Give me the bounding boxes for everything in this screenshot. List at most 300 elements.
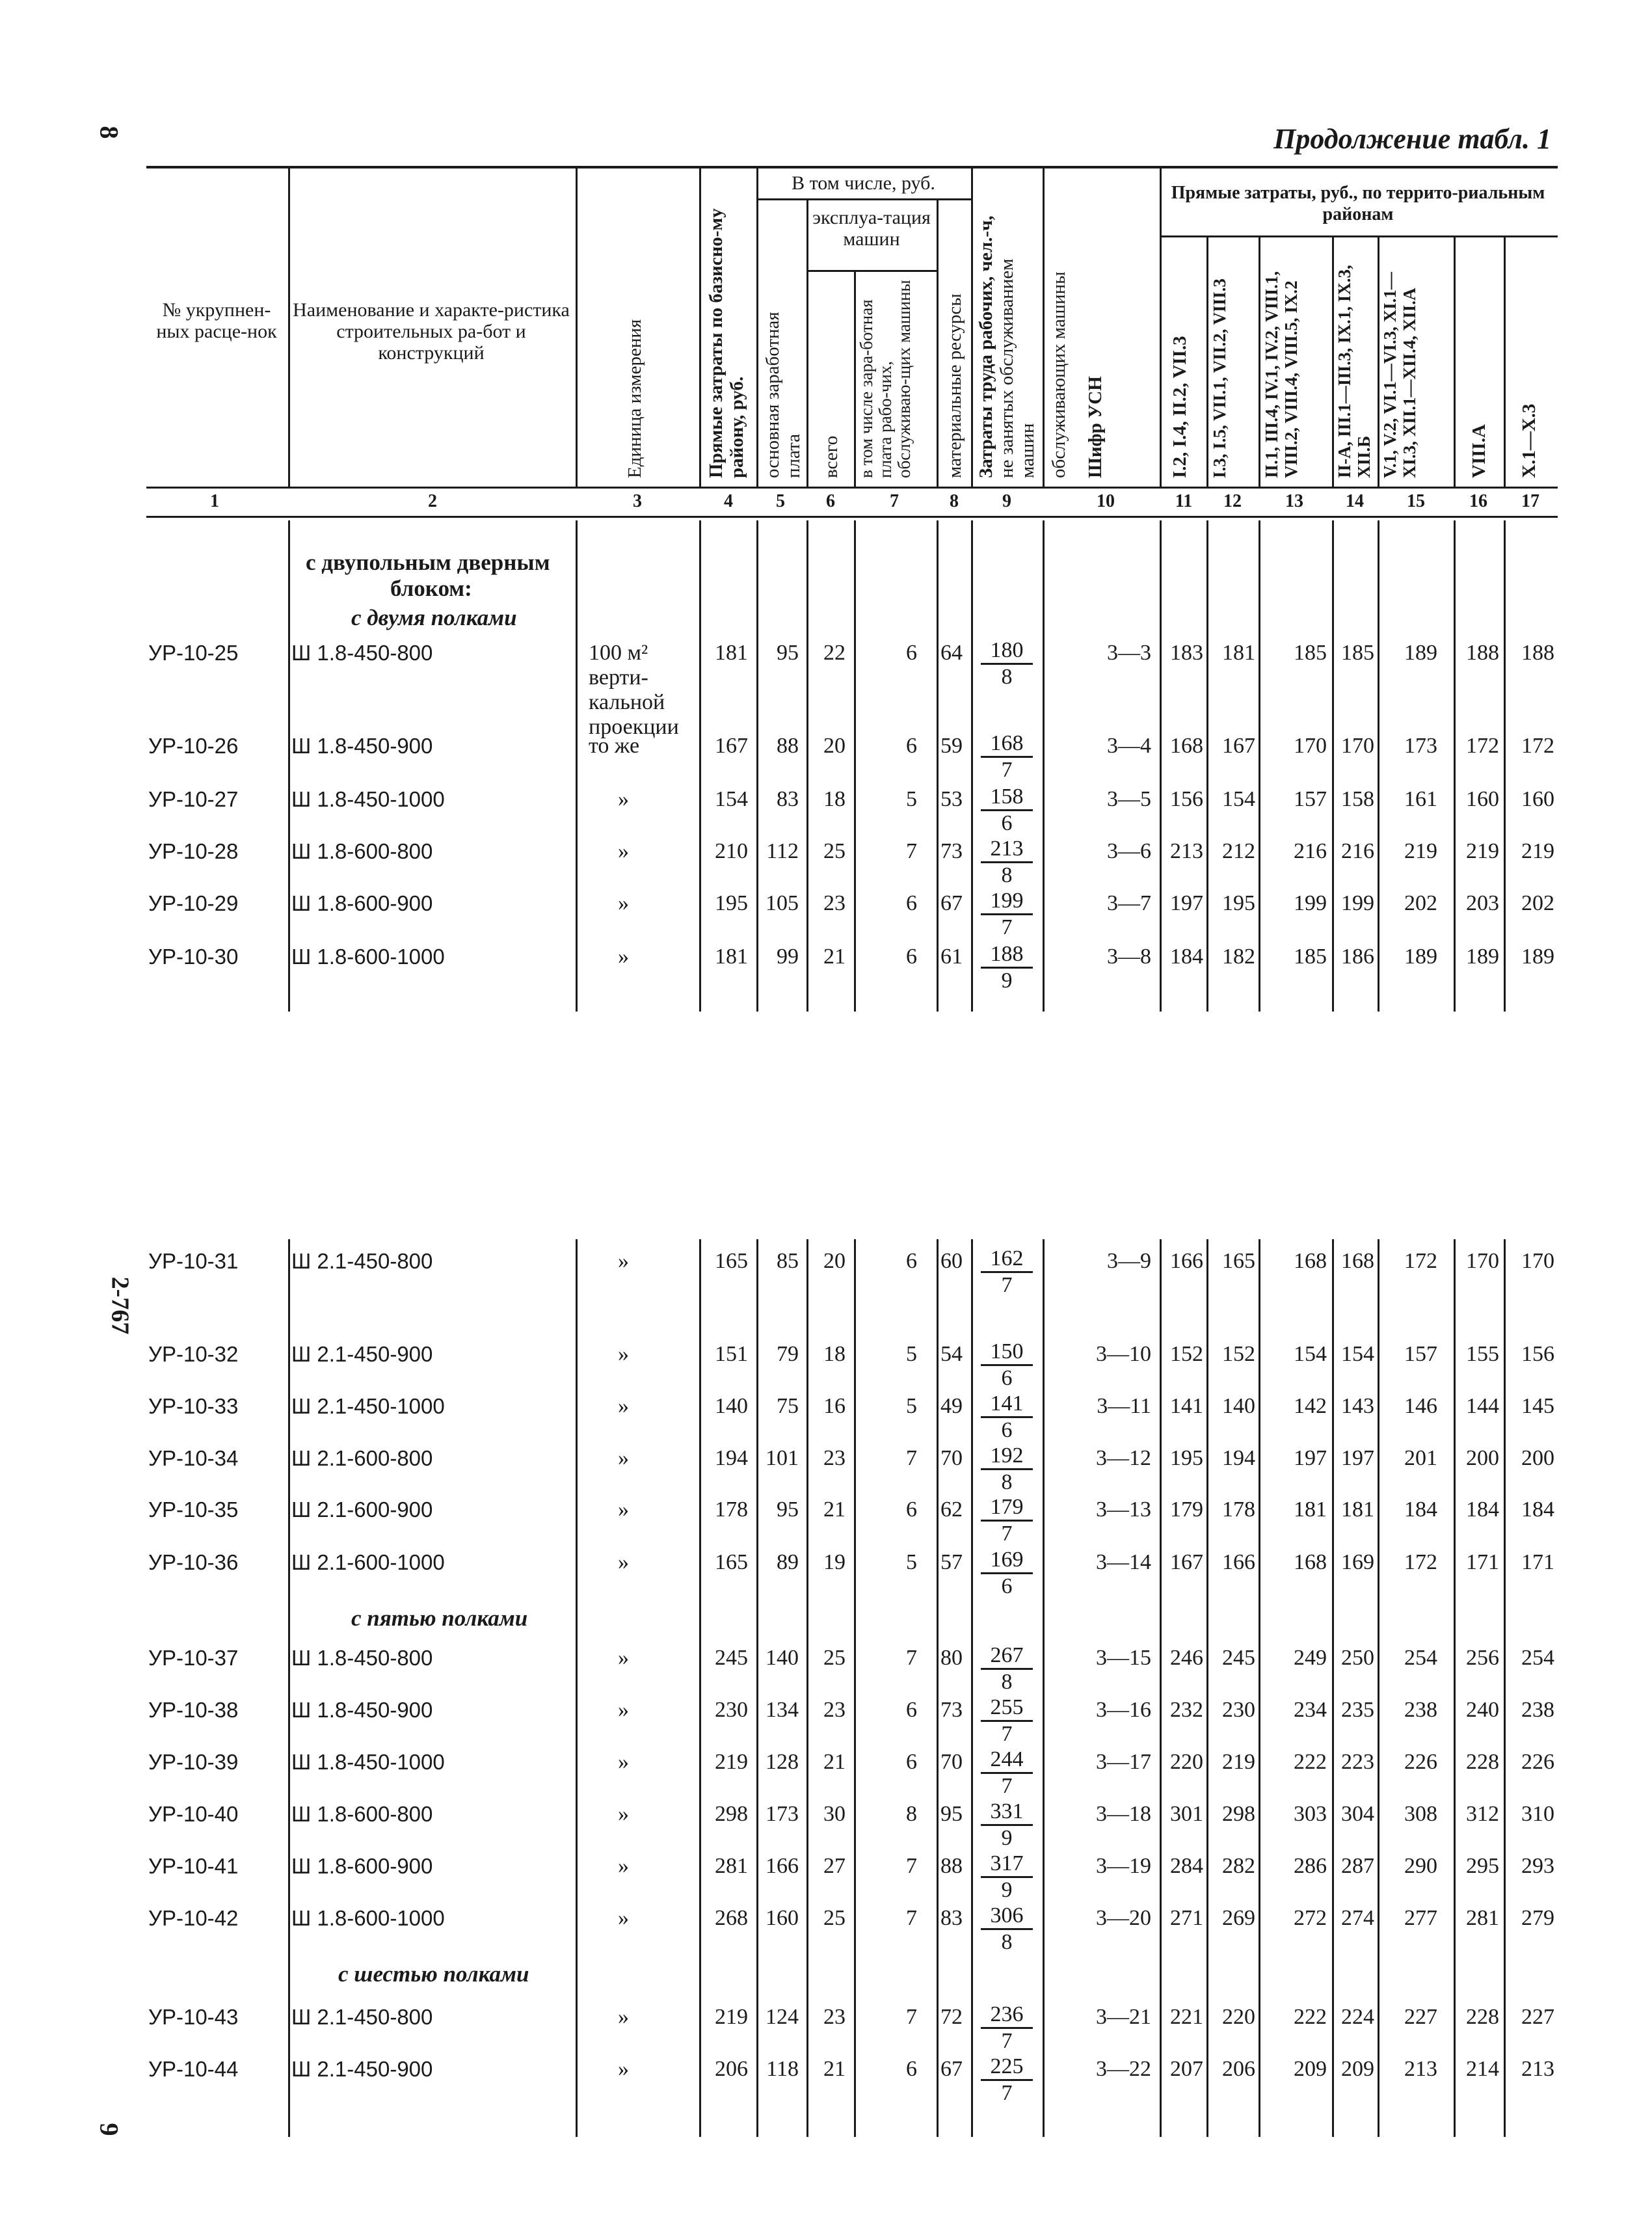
row-c6: 25 [823,1906,846,1930]
row-c4: 165 [715,1550,748,1574]
row-labor-fraction [981,1799,1033,1851]
row-labor-not-machine: 141 [981,1391,1033,1418]
row-region-11: 220 [1170,1750,1203,1774]
row-region-16: 172 [1466,734,1499,758]
row-c8: 95 [940,1802,963,1826]
row-usn: 3—9 [1107,1249,1151,1273]
row-region-16: 171 [1466,1550,1499,1574]
row-c8: 49 [940,1394,963,1418]
row-region-14: 186 [1341,945,1374,969]
row-region-14: 216 [1341,839,1374,863]
row-labor-not-machine: 179 [981,1495,1033,1522]
row-region-13: 154 [1294,1342,1327,1366]
row-region-17: 279 [1521,1906,1554,1930]
hdr-div [288,168,290,487]
row-region-15: 184 [1404,1497,1437,1522]
row-region-11: 284 [1170,1854,1203,1878]
header-labor-c: машин [1017,423,1038,478]
header-region-13: II.1, III.4, IV.1, IV.2, VIII.1, VIII.2, VIII.4, VIII.5, IX.2 [1262,271,1301,478]
row-region-12: 298 [1222,1802,1255,1826]
row-usn: 3—18 [1096,1802,1151,1826]
row-labor-machine: 7 [1001,1522,1013,1546]
row-usn: 3—8 [1107,945,1151,969]
row-c4: 210 [715,839,748,863]
row-c5: 79 [777,1342,799,1366]
header-region-11: I.2, I.4, II.2, VII.3 [1169,336,1190,478]
row-name: Ш 1.8-450-800 [291,641,433,665]
row-labor-machine: 8 [1001,863,1013,887]
row-unit-ditto: » [618,1249,629,1273]
row-region-12: 152 [1222,1342,1255,1366]
row-c5: 83 [777,787,799,811]
row-region-13: 197 [1294,1446,1327,1470]
row-c7: 7 [906,1854,917,1878]
row-c4: 181 [715,641,748,665]
row-region-14: 169 [1341,1550,1374,1574]
side-code: 2-767 [106,1276,134,1335]
row-c7: 7 [906,839,917,863]
row-region-11: 168 [1170,734,1203,758]
row-labor-fraction [981,731,1033,783]
row-region-12: 269 [1222,1906,1255,1930]
row-region-14: 197 [1341,1446,1374,1470]
table-top-rule [146,166,1558,168]
row-c6: 27 [823,1854,846,1878]
row-code: УР-10-40 [148,1802,239,1826]
row-name: Ш 1.8-600-800 [291,1802,433,1826]
row-region-11: 166 [1170,1249,1203,1273]
hdr-div [1454,237,1456,487]
row-region-16: 219 [1466,839,1499,863]
column-number: 6 [826,491,835,511]
row-name: Ш 1.8-600-900 [291,891,433,915]
column-number: 15 [1407,491,1425,511]
row-region-16: 160 [1466,787,1499,811]
body-column-rule [1332,520,1334,1012]
row-code: УР-10-29 [148,891,239,915]
row-region-12: 220 [1222,2005,1255,2029]
row-unit-ditto: » [618,1446,629,1470]
row-region-15: 161 [1404,787,1437,811]
row-region-11: 221 [1170,2005,1203,2029]
row-labor-machine: 6 [1001,1574,1013,1598]
header-incl-group: В том числе, руб. [792,172,935,194]
row-labor-not-machine: 306 [981,1903,1033,1930]
column-number: 4 [724,491,733,511]
row-c6: 16 [823,1394,846,1418]
row-region-11: 156 [1170,787,1203,811]
row-c5: 89 [777,1550,799,1574]
row-region-16: 203 [1466,891,1499,915]
body-column-rule [288,520,290,1012]
row-c7: 5 [906,1394,917,1418]
hdr-div [699,168,701,487]
row-region-16: 228 [1466,2005,1499,2029]
row-c5: 140 [766,1646,799,1670]
hdr-div [1504,237,1506,487]
row-usn: 3—4 [1107,734,1151,758]
row-region-11: 179 [1170,1497,1203,1522]
column-number: 1 [210,491,219,511]
row-region-11: 152 [1170,1342,1203,1366]
row-labor-machine: 9 [1001,1878,1013,1902]
row-labor-fraction [981,1851,1033,1903]
row-name: Ш 2.1-600-1000 [291,1550,445,1574]
row-name: Ш 1.8-450-1000 [291,787,445,811]
row-usn: 3—20 [1096,1906,1151,1930]
row-region-12: 167 [1222,734,1255,758]
row-labor-not-machine: 331 [981,1799,1033,1826]
header-name: Наименование и характе-ристика строительных ра-бот и конструкций [293,299,570,364]
row-region-14: 154 [1341,1342,1374,1366]
row-usn: 3—13 [1096,1497,1151,1522]
row-c7: 6 [906,2057,917,2081]
row-region-14: 168 [1341,1249,1374,1273]
row-usn: 3—17 [1096,1750,1151,1774]
row-labor-not-machine: 158 [981,785,1033,811]
row-c7: 6 [906,1698,917,1722]
row-labor-fraction [981,785,1033,836]
row-c8: 67 [940,2057,963,2081]
row-region-12: 181 [1222,641,1255,665]
row-unit-ditto: » [618,1497,629,1522]
row-c6: 20 [823,1249,846,1273]
section-six-shelves: с шестью полками [338,1961,529,1987]
row-c7: 5 [906,787,917,811]
row-c5: 128 [766,1750,799,1774]
row-c4: 268 [715,1906,748,1930]
row-name: Ш 1.8-600-1000 [291,945,445,969]
body-column-rule [1378,1239,1379,2137]
row-unit-ditto: » [618,1342,629,1366]
row-c8: 80 [940,1646,963,1670]
column-number: 12 [1223,491,1242,511]
row-region-15: 227 [1404,2005,1437,2029]
body-column-rule [756,520,758,1012]
row-c7: 6 [906,1249,917,1273]
row-code: УР-10-44 [148,2057,239,2081]
row-region-12: 206 [1222,2057,1255,2081]
row-c8: 61 [940,945,963,969]
row-region-11: 195 [1170,1446,1203,1470]
row-code: УР-10-36 [148,1550,239,1574]
row-region-13: 185 [1294,945,1327,969]
row-name: Ш 1.8-450-800 [291,1646,433,1670]
row-region-13: 272 [1294,1906,1327,1930]
row-usn: 3—19 [1096,1854,1151,1878]
row-region-17: 160 [1521,787,1554,811]
row-c7: 5 [906,1342,917,1366]
row-labor-fraction [981,1548,1033,1599]
row-labor-machine: 6 [1001,1418,1013,1442]
row-c8: 88 [940,1854,963,1878]
row-region-13: 216 [1294,839,1327,863]
column-number: 2 [428,491,437,511]
row-region-16: 200 [1466,1446,1499,1470]
header-region-15: V.1, V.2, VI.1—VI.3, XI.1—XI.3, XII.1—XII.4, XII.A [1380,272,1419,478]
row-region-11: 213 [1170,839,1203,863]
row-c5: 124 [766,2005,799,2029]
row-region-16: 228 [1466,1750,1499,1774]
row-c7: 6 [906,945,917,969]
row-region-11: 197 [1170,891,1203,915]
row-usn: 3—14 [1096,1550,1151,1574]
row-c6: 20 [823,734,846,758]
row-region-16: 295 [1466,1854,1499,1878]
hdr-div [971,168,973,487]
row-region-16: 240 [1466,1698,1499,1722]
row-code: УР-10-26 [148,734,239,758]
row-region-16: 214 [1466,2057,1499,2081]
header-region-14: II-A, III.1—III.3, IX.1, IX.3, XII.Б [1335,265,1374,478]
row-c6: 23 [823,1698,846,1722]
row-usn: 3—6 [1107,839,1151,863]
row-labor-fraction [981,837,1033,888]
body-column-rule [576,1239,578,2137]
row-c5: 118 [766,2057,799,2081]
body-column-rule [937,1239,939,2137]
row-name: Ш 1.8-450-1000 [291,1750,445,1774]
row-unit-ditto: » [618,1698,629,1722]
body-column-rule [1454,1239,1456,2137]
row-unit-ditto: » [618,787,629,811]
row-region-14: 250 [1341,1646,1374,1670]
row-c6: 21 [823,1497,846,1522]
row-code: УР-10-32 [148,1342,239,1366]
row-name: Ш 2.1-450-900 [291,1342,433,1366]
row-c5: 105 [766,891,799,915]
row-labor-fraction [981,1246,1033,1298]
row-region-13: 181 [1294,1497,1327,1522]
row-code: УР-10-35 [148,1497,239,1522]
row-c8: 53 [940,787,963,811]
row-labor-fraction [981,942,1033,993]
header-unit: Единица измерения [624,319,645,478]
body-column-rule [699,1239,701,2137]
row-labor-machine: 7 [1001,1774,1013,1798]
column-number: 10 [1097,491,1115,511]
row-labor-not-machine: 267 [981,1643,1033,1670]
row-labor-fraction [981,1443,1033,1495]
row-c4: 195 [715,891,748,915]
row-c4: 245 [715,1646,748,1670]
row-region-15: 173 [1404,734,1437,758]
row-region-13: 157 [1294,787,1327,811]
column-number: 3 [633,491,642,511]
row-region-14: 223 [1341,1750,1374,1774]
row-region-16: 170 [1466,1249,1499,1273]
row-c8: 72 [940,2005,963,2029]
row-region-16: 144 [1466,1394,1499,1418]
row-region-17: 226 [1521,1750,1554,1774]
row-labor-not-machine: 150 [981,1339,1033,1366]
row-region-12: 282 [1222,1854,1255,1878]
row-c4: 281 [715,1854,748,1878]
body-column-rule [1043,1239,1045,2137]
continuation-title: Продолжение табл. 1 [1273,123,1551,155]
row-region-15: 201 [1404,1446,1437,1470]
row-code: УР-10-28 [148,839,239,863]
row-code: УР-10-38 [148,1698,239,1722]
row-labor-fraction [981,1903,1033,1955]
row-unit-ditto: » [618,1550,629,1574]
row-region-15: 202 [1404,891,1437,915]
row-labor-not-machine: 180 [981,638,1033,665]
row-labor-not-machine: 199 [981,889,1033,915]
row-c7: 6 [906,1497,917,1522]
row-c6: 21 [823,1750,846,1774]
row-region-12: 245 [1222,1646,1255,1670]
body-column-rule [1043,520,1045,1012]
column-number: 9 [1002,491,1011,511]
header-labor-d: обслуживающих машины [1048,271,1069,478]
body-column-rule [1454,520,1456,1012]
row-c6: 18 [823,1342,846,1366]
column-number: 11 [1175,491,1193,511]
row-region-16: 281 [1466,1906,1499,1930]
row-region-14: 181 [1341,1497,1374,1522]
row-region-17: 170 [1521,1249,1554,1273]
row-c8: 73 [940,839,963,863]
row-labor-machine: 6 [1001,811,1013,835]
row-name: Ш 1.8-450-900 [291,1698,433,1722]
row-usn: 3—11 [1097,1394,1151,1418]
row-unit-ditto: » [618,1750,629,1774]
row-region-12: 230 [1222,1698,1255,1722]
row-labor-not-machine: 188 [981,942,1033,969]
header-region-12: I.3, I.5, VII.1, VII.2, VIII.3 [1210,278,1229,478]
column-number: 8 [950,491,959,511]
section-two-shelves: с двумя полками [351,605,517,630]
row-region-12: 165 [1222,1249,1255,1273]
row-region-13: 234 [1294,1698,1327,1722]
row-c8: 67 [940,891,963,915]
row-region-14: 185 [1341,641,1374,665]
column-number: 7 [890,491,899,511]
row-region-15: 226 [1404,1750,1437,1774]
row-code: УР-10-33 [148,1394,239,1418]
row-c4: 181 [715,945,748,969]
header-salary: основная заработная плата [762,312,804,478]
row-code: УР-10-31 [148,1249,239,1273]
header-mach-wages: в том числе зара-ботная плата рабо-чих, обслуживаю-щих машины [857,280,914,478]
row-labor-not-machine: 317 [981,1851,1033,1878]
row-labor-machine: 7 [1001,1722,1013,1746]
row-c5: 95 [777,641,799,665]
row-c8: 83 [940,1906,963,1930]
row-usn: 3—16 [1096,1698,1151,1722]
row-usn: 3—3 [1107,641,1151,665]
row-c8: 70 [940,1446,963,1470]
row-c4: 298 [715,1802,748,1826]
body-column-rule [806,1239,808,2137]
header-region-17: X.1—X.3 [1519,403,1539,478]
row-c4: 194 [715,1446,748,1470]
row-c6: 21 [823,2057,846,2081]
row-c7: 7 [906,2005,917,2029]
row-labor-fraction [981,889,1033,940]
row-region-17: 156 [1521,1342,1554,1366]
row-usn: 3—7 [1107,891,1151,915]
hdr-div [1160,168,1162,487]
row-name: Ш 1.8-600-900 [291,1854,433,1878]
row-c8: 62 [940,1497,963,1522]
row-labor-machine: 8 [1001,1930,1013,1954]
row-c6: 23 [823,2005,846,2029]
row-usn: 3—12 [1096,1446,1151,1470]
row-c5: 134 [766,1698,799,1722]
row-labor-not-machine: 255 [981,1695,1033,1722]
row-region-11: 184 [1170,945,1203,969]
row-region-15: 172 [1404,1249,1437,1273]
header-mach-group: эксплуа-тация машин [812,207,931,250]
row-code: УР-10-39 [148,1750,239,1774]
row-region-17: 145 [1521,1394,1554,1418]
body-column-rule [854,1239,856,2137]
row-c7: 6 [906,1750,917,1774]
row-labor-fraction [981,1643,1033,1695]
row-region-15: 238 [1404,1698,1437,1722]
row-c4: 219 [715,2005,748,2029]
row-region-15: 172 [1404,1550,1437,1574]
row-region-14: 235 [1341,1698,1374,1722]
row-c5: 101 [766,1446,799,1470]
row-region-17: 254 [1521,1646,1554,1670]
row-region-15: 157 [1404,1342,1437,1366]
row-region-13: 209 [1294,2057,1327,2081]
row-c4: 140 [715,1394,748,1418]
row-labor-machine: 6 [1001,1366,1013,1390]
column-number: 17 [1521,491,1539,511]
column-number: 14 [1346,491,1364,511]
row-region-11: 232 [1170,1698,1203,1722]
row-c4: 206 [715,2057,748,2081]
row-unit: то же [589,734,640,758]
row-region-17: 172 [1521,734,1554,758]
row-c8: 59 [940,734,963,758]
row-region-17: 238 [1521,1698,1554,1722]
row-labor-not-machine: 213 [981,837,1033,863]
body-column-rule [699,520,701,1012]
row-unit-ditto: » [618,2005,629,2029]
row-region-14: 170 [1341,734,1374,758]
row-name: Ш 2.1-450-800 [291,2005,433,2029]
row-region-15: 290 [1404,1854,1437,1878]
row-region-17: 189 [1521,945,1554,969]
row-region-11: 271 [1170,1906,1203,1930]
row-region-13: 222 [1294,2005,1327,2029]
row-region-13: 185 [1294,641,1327,665]
row-region-11: 167 [1170,1550,1203,1574]
row-region-14: 143 [1341,1394,1374,1418]
row-region-14: 199 [1341,891,1374,915]
row-usn: 3—15 [1096,1646,1151,1670]
row-region-15: 213 [1404,2057,1437,2081]
hdr-div [576,168,578,487]
body-column-rule [806,520,808,1012]
row-region-13: 249 [1294,1646,1327,1670]
hdr-div [854,272,856,487]
row-region-13: 303 [1294,1802,1327,1826]
row-labor-fraction [981,1747,1033,1799]
mach-group-rule [806,270,937,272]
row-c8: 73 [940,1698,963,1722]
row-c7: 6 [906,641,917,665]
row-code: УР-10-41 [148,1854,239,1878]
row-name: Ш 2.1-600-900 [291,1497,433,1522]
row-region-13: 168 [1294,1249,1327,1273]
row-c7: 6 [906,734,917,758]
